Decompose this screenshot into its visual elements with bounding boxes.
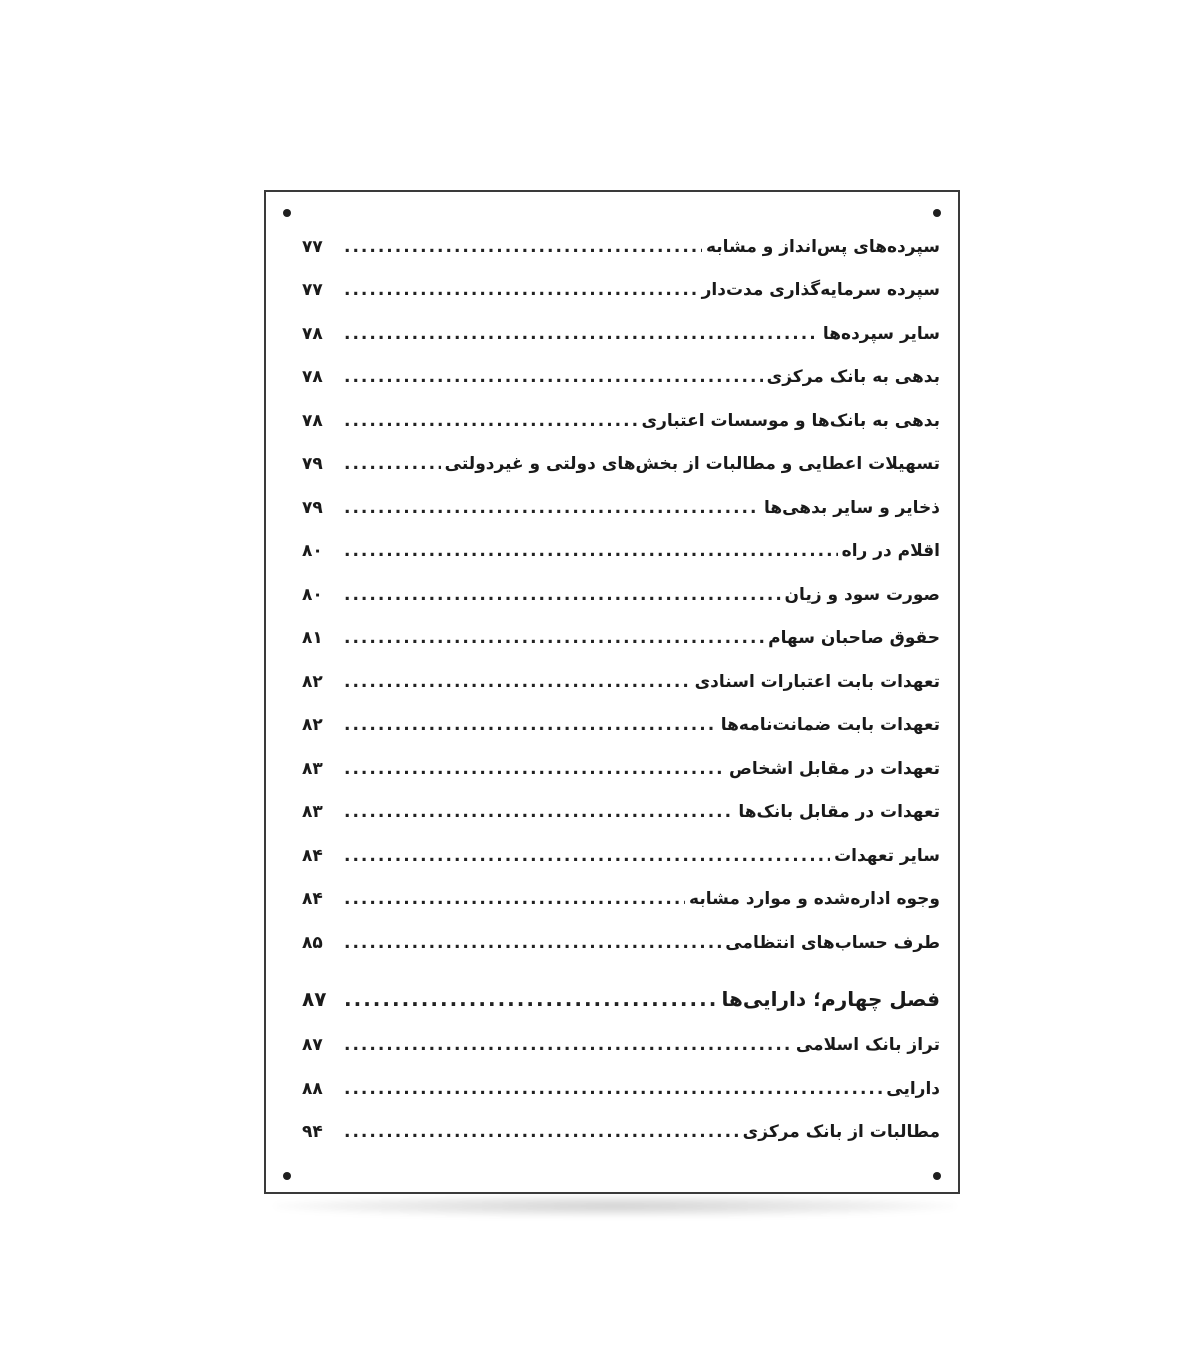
toc-entry-page: ۸۰ bbox=[302, 541, 323, 561]
toc-entry[interactable] bbox=[302, 1028, 940, 1062]
toc-entry-title: بدهی به بانک مرکزی bbox=[766, 367, 940, 387]
toc-entry-title: دارایی bbox=[886, 1079, 940, 1099]
toc-entry-title: طرف حساب‌های انتظامی bbox=[725, 933, 940, 953]
toc-entry-title: سپرده‌های پس‌انداز و مشابه bbox=[705, 237, 940, 257]
page-shadow bbox=[275, 1195, 955, 1217]
toc-entry-page: ۹۴ bbox=[302, 1122, 323, 1142]
toc-entry-title: حقوق صاحبان سهام bbox=[768, 628, 940, 648]
toc-entry-title: سپرده سرمایه‌گذاری مدت‌دار bbox=[701, 280, 940, 300]
toc-entry-title: تراز بانک اسلامی bbox=[795, 1035, 940, 1055]
toc-entry-page: ۷۷ bbox=[302, 280, 323, 300]
toc-entry-page: ۸۲ bbox=[302, 672, 323, 692]
toc-dot-leader bbox=[344, 708, 717, 742]
toc-entry-title: بدهی به بانک‌ها و موسسات اعتباری bbox=[641, 411, 940, 431]
toc-dot-leader bbox=[344, 273, 698, 307]
toc-entry[interactable] bbox=[302, 1072, 940, 1106]
toc-entry-title: سایر سپرده‌ها bbox=[822, 324, 940, 344]
toc-entry-title: تعهدات در مقابل بانک‌ها bbox=[738, 802, 940, 822]
toc-dot-leader bbox=[344, 752, 725, 786]
toc-entry-page: ۷۹ bbox=[302, 454, 323, 474]
toc-entry[interactable] bbox=[302, 273, 940, 307]
corner-dot-icon bbox=[933, 1172, 941, 1180]
toc-dot-leader bbox=[344, 578, 781, 612]
corner-dot-icon bbox=[933, 209, 941, 217]
toc-entry-title: صورت سود و زیان bbox=[784, 585, 940, 605]
toc-entry-title: اقلام در راه bbox=[841, 541, 940, 561]
toc-chapter-page: ۸۷ bbox=[302, 987, 327, 1011]
toc-entry[interactable] bbox=[302, 665, 940, 699]
toc-entry[interactable] bbox=[302, 882, 940, 916]
corner-dot-icon bbox=[283, 1172, 291, 1180]
toc-entry[interactable] bbox=[302, 621, 940, 655]
toc-entry[interactable] bbox=[302, 317, 940, 351]
toc-dot-leader bbox=[344, 926, 721, 960]
toc-entry[interactable] bbox=[302, 926, 940, 960]
toc-entry-title: ذخایر و سایر بدهی‌ها bbox=[763, 498, 940, 518]
toc-chapter-title: فصل چهارم؛ دارایی‌ها bbox=[721, 987, 940, 1011]
toc-entry-page: ۸۳ bbox=[302, 759, 323, 779]
toc-entry[interactable] bbox=[302, 839, 940, 873]
toc-entry[interactable] bbox=[302, 404, 940, 438]
toc-entry-page: ۸۴ bbox=[302, 846, 323, 866]
toc-entry-page: ۷۷ bbox=[302, 237, 323, 257]
toc-entry-page: ۷۸ bbox=[302, 411, 323, 431]
toc-entry[interactable] bbox=[302, 230, 940, 264]
toc-entry[interactable] bbox=[302, 708, 940, 742]
toc-dot-leader bbox=[344, 1028, 792, 1062]
toc-entry[interactable] bbox=[302, 752, 940, 786]
toc-entry-page: ۸۷ bbox=[302, 1035, 323, 1055]
toc-entry[interactable] bbox=[302, 795, 940, 829]
toc-entry-page: ۸۲ bbox=[302, 715, 323, 735]
toc-entry[interactable] bbox=[302, 360, 940, 394]
toc-entry-title: مطالبات از بانک مرکزی bbox=[742, 1122, 940, 1142]
toc-entry-page: ۷۸ bbox=[302, 324, 323, 344]
toc-dot-leader bbox=[344, 317, 819, 351]
toc-dot-leader bbox=[344, 534, 838, 568]
toc-dot-leader bbox=[344, 665, 691, 699]
toc-entry[interactable] bbox=[302, 534, 940, 568]
toc-dot-leader bbox=[344, 230, 702, 264]
toc-entry-title: تعهدات بابت ضمانت‌نامه‌ها bbox=[720, 715, 940, 735]
toc-entry-page: ۸۵ bbox=[302, 933, 323, 953]
toc-entry-page: ۸۸ bbox=[302, 1079, 323, 1099]
toc-dot-leader bbox=[344, 404, 637, 438]
toc-entry[interactable] bbox=[302, 491, 940, 525]
toc-chapter-heading[interactable] bbox=[302, 982, 940, 1016]
toc-entry[interactable] bbox=[302, 578, 940, 612]
toc-entry-title: وجوه اداره‌شده و موارد مشابه bbox=[689, 889, 940, 909]
toc-dot-leader bbox=[344, 882, 685, 916]
toc-entry-page: ۸۴ bbox=[302, 889, 323, 909]
toc-entry-page: ۷۸ bbox=[302, 367, 323, 387]
toc-entry-page: ۸۰ bbox=[302, 585, 323, 605]
toc-dot-leader bbox=[344, 1115, 739, 1149]
toc-entry-page: ۸۳ bbox=[302, 802, 323, 822]
toc-entry-title: تعهدات در مقابل اشخاص bbox=[729, 759, 940, 779]
toc-dot-leader bbox=[344, 795, 734, 829]
toc-entry[interactable] bbox=[302, 447, 940, 481]
toc-entry-title: تسهیلات اعطایی و مطالبات از بخش‌های دولتی و غیردولتی bbox=[444, 454, 940, 474]
toc-dot-leader bbox=[344, 621, 764, 655]
corner-dot-icon bbox=[283, 209, 291, 217]
toc-entry[interactable] bbox=[302, 1115, 940, 1149]
toc-dot-leader bbox=[344, 982, 718, 1016]
toc-entry-page: ۷۹ bbox=[302, 498, 323, 518]
toc-dot-leader bbox=[344, 491, 760, 525]
page-frame bbox=[264, 190, 960, 1194]
toc-entry-title: سایر تعهدات bbox=[834, 846, 940, 866]
toc-dot-leader bbox=[344, 360, 763, 394]
toc-dot-leader bbox=[344, 1072, 882, 1106]
toc-entry-title: تعهدات بابت اعتبارات اسنادی bbox=[694, 672, 940, 692]
toc-dot-leader bbox=[344, 839, 830, 873]
toc-entry-page: ۸۱ bbox=[302, 628, 323, 648]
toc-dot-leader bbox=[344, 447, 441, 481]
